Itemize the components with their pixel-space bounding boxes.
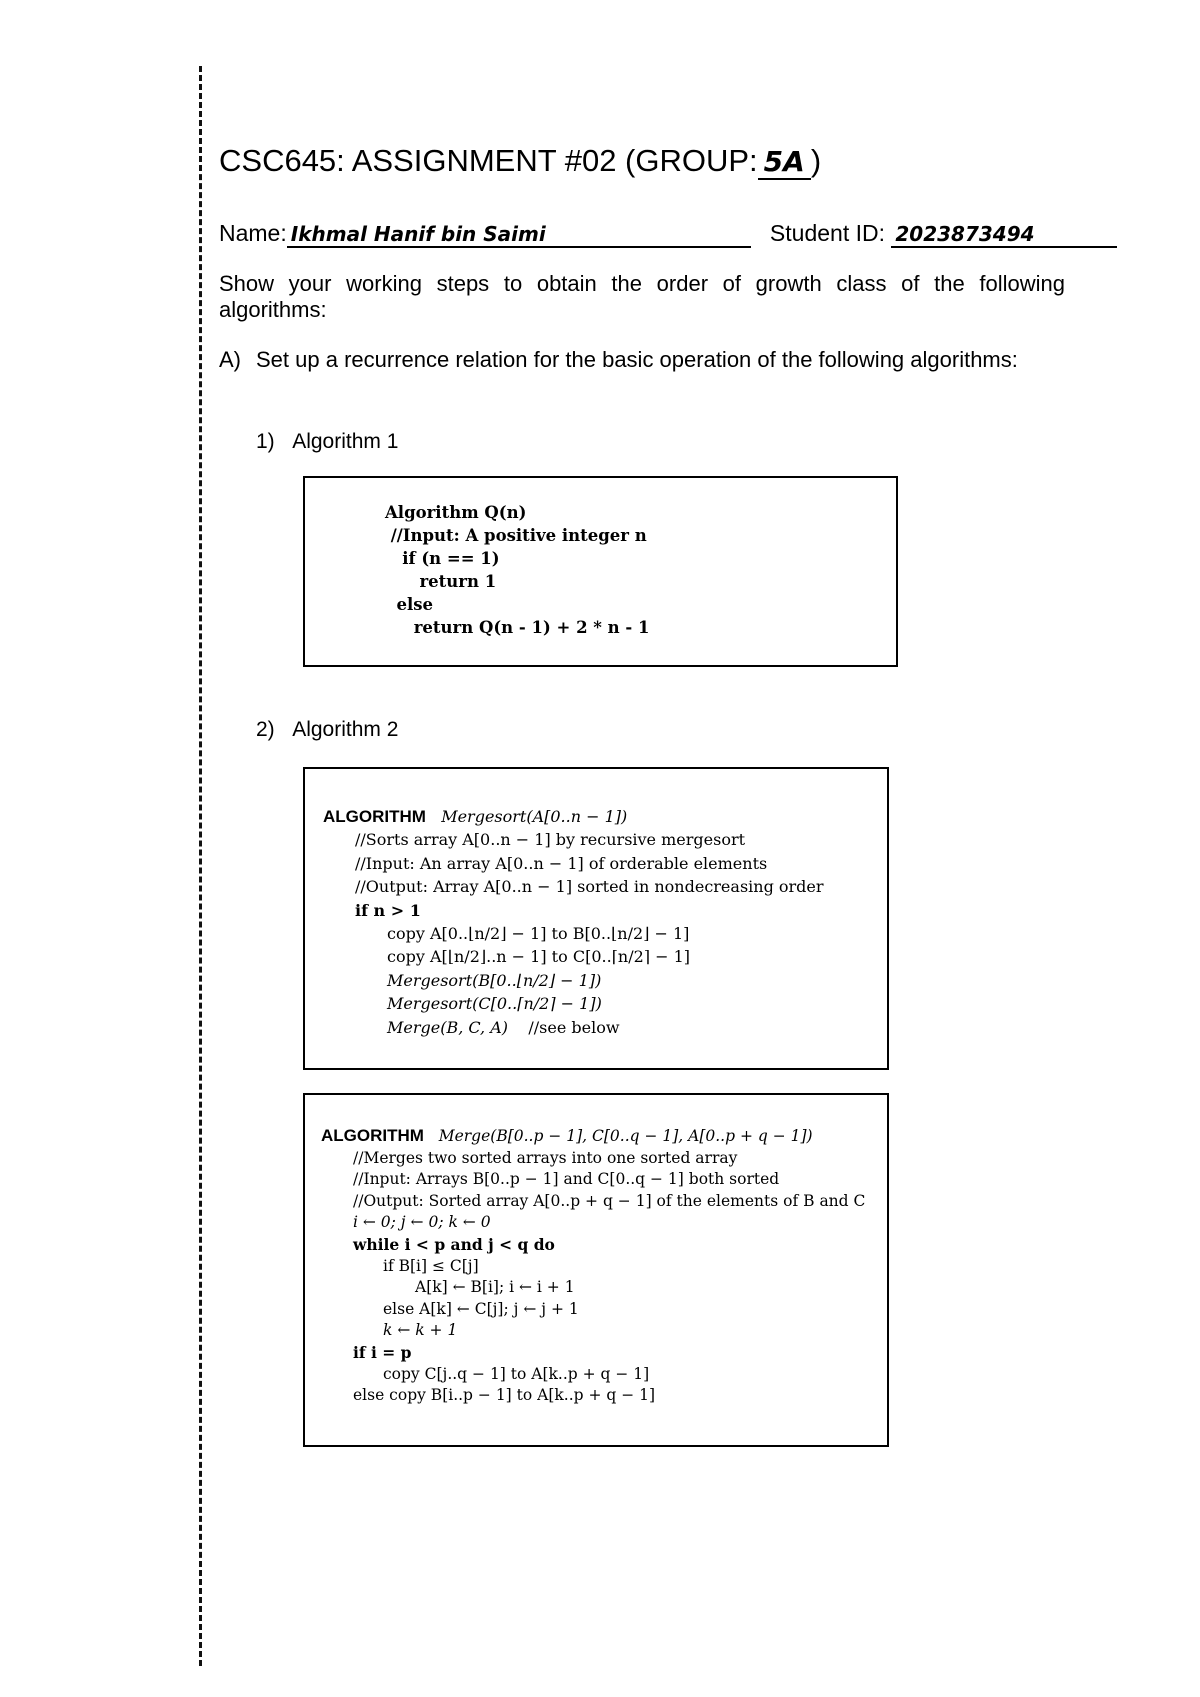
group-field[interactable]: 5A [758, 145, 811, 180]
algorithm-signature: Mergesort(A[0..n − 1]) [441, 807, 628, 826]
pseudo-line: //Output: Array A[0..n − 1] sorted in nondecreasing order [355, 877, 824, 897]
merge-comment: //see below [528, 1017, 620, 1037]
merge-call: Merge(B, C, A) [387, 1017, 509, 1037]
algorithm-2-title: Algorithm 2 [292, 718, 399, 741]
code-line: //Input: A positive integer n [385, 526, 647, 545]
pseudo-line: //Input: Arrays B[0..p − 1] and C[0..q − 1] both sorted [353, 1170, 780, 1189]
pseudo-line [323, 1016, 824, 1039]
pseudo-line: copy A[⌊n/2⌋..n − 1] to C[0..⌈n/2⌉ − 1] [387, 947, 691, 967]
pseudo-line: if i = p [353, 1342, 412, 1362]
code-line: else [385, 595, 434, 614]
page-margin-dashed-line [199, 66, 202, 1666]
algorithm-1-code-box [303, 476, 898, 667]
pseudo-line: copy C[j..q − 1] to A[k..p + q − 1] [383, 1364, 650, 1383]
pseudo-line: //Input: An array A[0..n − 1] of orderable elements [355, 853, 768, 873]
pseudo-line: k ← k + 1 [383, 1321, 458, 1340]
algorithm-header [321, 1125, 865, 1148]
pseudo-line: copy A[0..⌊n/2⌋ − 1] to B[0..⌊n/2⌋ − 1] [387, 924, 690, 944]
mergesort-algorithm [323, 805, 824, 1039]
instructions: Show your working steps to obtain the order of growth class of the following algorithms: [219, 271, 1065, 322]
question-a-label: A) [219, 347, 241, 372]
pseudo-line: if n > 1 [355, 900, 421, 920]
question-a-text: Set up a recurrence relation for the basic operation of the following algorithms: [256, 347, 1018, 372]
pseudo-line: //Merges two sorted arrays into one sorted array [353, 1148, 738, 1167]
pseudo-line: while i < p and j < q do [353, 1234, 555, 1254]
student-info-line [219, 220, 1117, 248]
student-id-label: Student ID: [769, 220, 885, 246]
algorithm-1-label: 1) [256, 430, 275, 453]
algorithm-1-title: Algorithm 1 [292, 430, 399, 453]
pseudo-line: A[k] ← B[i]; i ← i + 1 [415, 1278, 575, 1297]
pseudo-line: //Output: Sorted array A[0..p + q − 1] of the elements of B and C [353, 1191, 866, 1210]
title-prefix: CSC645: ASSIGNMENT #02 (GROUP: [219, 143, 758, 178]
merge-algorithm [321, 1125, 865, 1407]
code-line: return 1 [385, 572, 497, 591]
algorithm-keyword: ALGORITHM [321, 1126, 424, 1145]
pseudo-line: Mergesort(C[0..⌈n/2⌉ − 1]) [387, 994, 602, 1014]
title-suffix: ) [810, 143, 822, 178]
name-label: Name: [219, 220, 287, 246]
algorithm-1-heading [256, 430, 398, 454]
assignment-title [219, 143, 821, 180]
pseudo-line: i ← 0; j ← 0; k ← 0 [353, 1213, 491, 1232]
merge-box [303, 1093, 889, 1447]
pseudo-line: else copy B[i..p − 1] to A[k..p + q − 1] [353, 1386, 656, 1405]
name-field[interactable]: Ikhmal Hanif bin Saimi [287, 222, 751, 248]
pseudo-line: Mergesort(B[0..⌊n/2⌋ − 1]) [387, 970, 602, 990]
pseudo-line: //Sorts array A[0..n − 1] by recursive mergesort [355, 830, 746, 850]
code-line: Algorithm Q(n) [385, 503, 527, 522]
student-id-field[interactable]: 2023873494 [891, 222, 1117, 248]
algorithm-1-code [385, 501, 650, 639]
algorithm-2-label: 2) [256, 718, 275, 741]
mergesort-box [303, 767, 889, 1070]
algorithm-2-heading [256, 718, 398, 742]
code-line: if (n == 1) [385, 549, 500, 568]
algorithm-keyword: ALGORITHM [323, 807, 426, 826]
algorithm-header [323, 805, 824, 828]
pseudo-line: else A[k] ← C[j]; j ← j + 1 [383, 1299, 579, 1318]
question-a [219, 347, 1065, 373]
pseudo-line: if B[i] ≤ C[j] [383, 1256, 479, 1275]
algorithm-signature: Merge(B[0..p − 1], C[0..q − 1], A[0..p + q − 1]) [438, 1127, 813, 1145]
code-line: return Q(n - 1) + 2 * n - 1 [385, 618, 650, 637]
